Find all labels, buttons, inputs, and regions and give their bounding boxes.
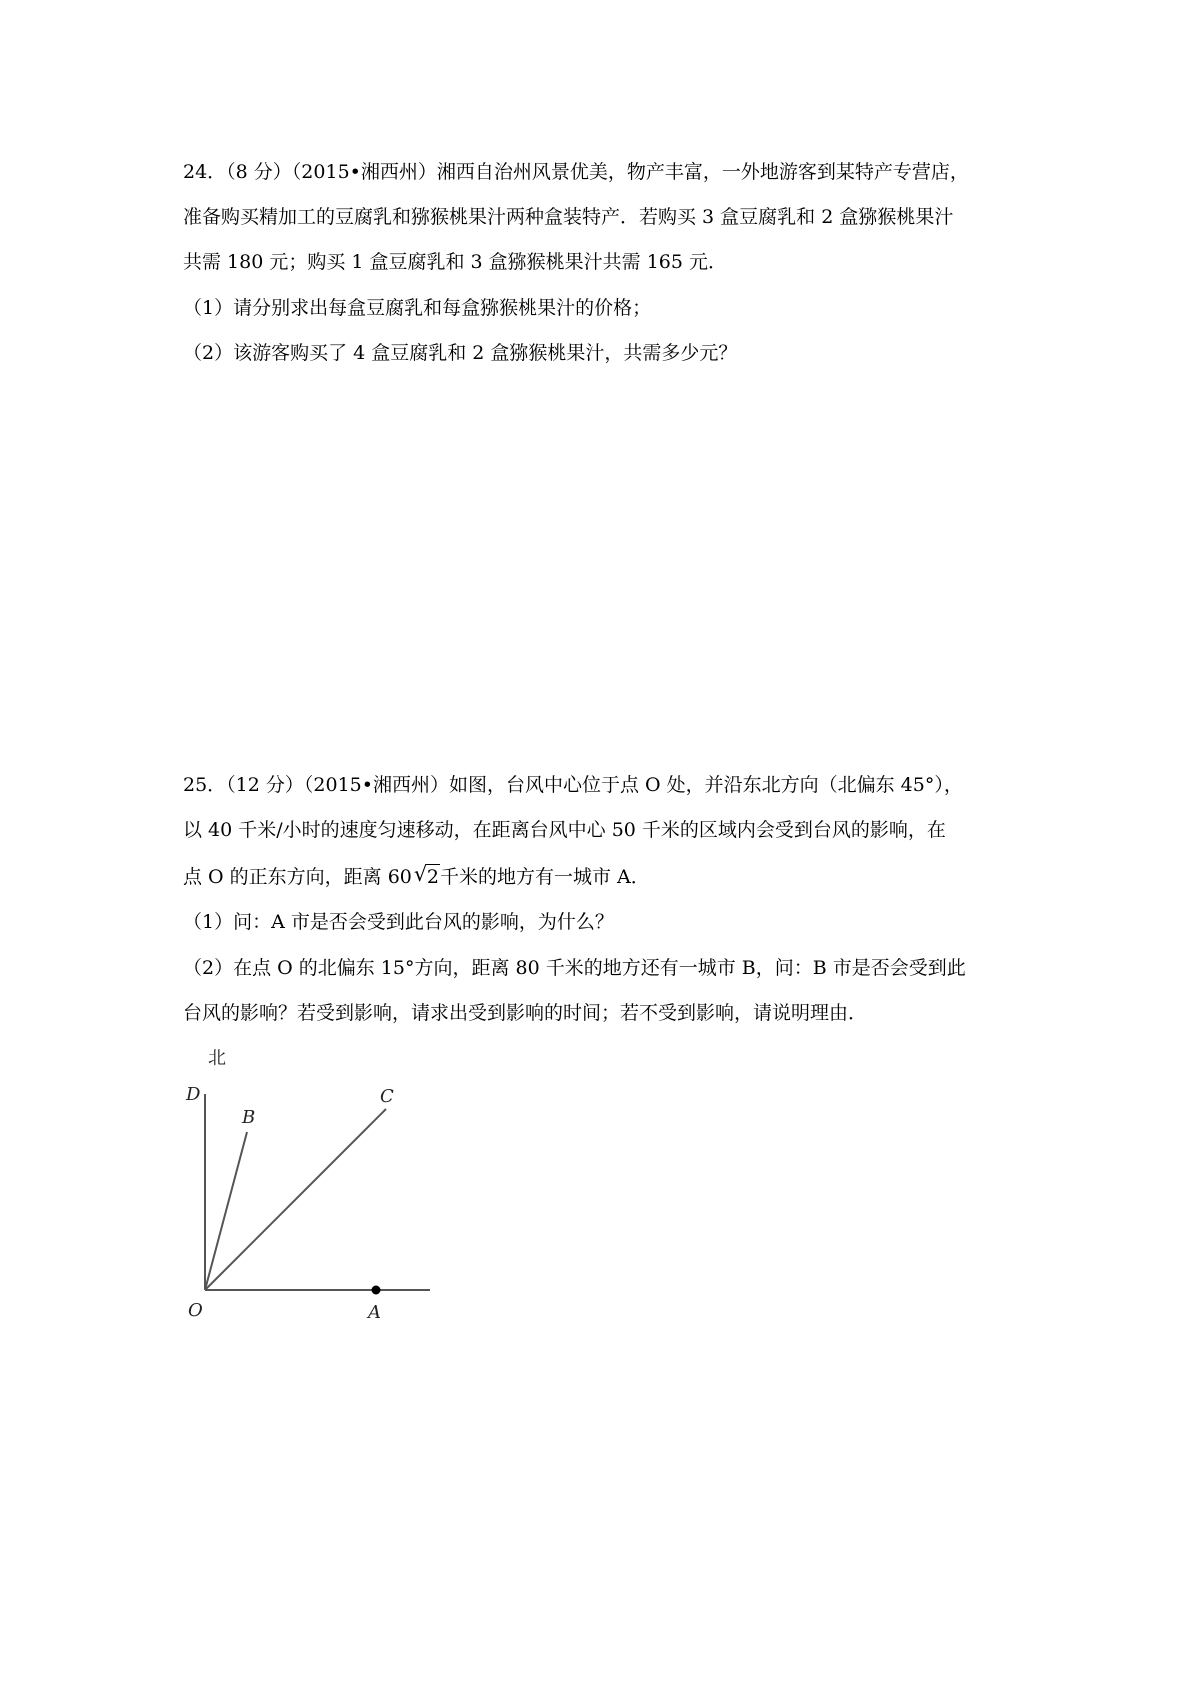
- q24-text-line2: 准备购买精加工的豆腐乳和猕猴桃果汁两种盒装特产．若购买 3 盒豆腐乳和 2 盒猕猴桃果汁: [183, 206, 954, 228]
- q25-part2-cont: 台风的影响？若受到影响，请求出受到影响的时间；若不受到影响，请说明理由．: [183, 1002, 868, 1024]
- ray-oc: [205, 1109, 386, 1290]
- q24-text-line3: 共需 180 元；购买 1 盒豆腐乳和 3 盒猕猴桃果汁共需 165 元．: [183, 251, 728, 273]
- q24-part1: （1）请分别求出每盒豆腐乳和每盒猕猴桃果汁的价格；: [183, 297, 652, 319]
- direction-diagram: [170, 1040, 440, 1330]
- label-a: A: [368, 1302, 381, 1323]
- q25-part2: （2）在点 O 的北偏东 15°方向，距离 80 千米的地方还有一城市 B，问：B 市是否会受到此: [183, 957, 966, 979]
- q25-part1: （1）问：A 市是否会受到此台风的影响，为什么？: [183, 911, 614, 933]
- label-c: C: [380, 1086, 394, 1107]
- radical-sign: √: [413, 862, 428, 886]
- ray-ob: [205, 1132, 247, 1290]
- q25-text-line3: [183, 864, 650, 889]
- q25-line3-pre: 点 O 的正东方向，距离 60: [183, 866, 412, 888]
- label-o: O: [188, 1300, 203, 1321]
- label-b: B: [242, 1107, 256, 1128]
- radicand: 2: [426, 866, 439, 888]
- north-label: 北: [208, 1048, 226, 1069]
- point-a: [372, 1286, 381, 1295]
- q25-header: 25．（12 分）（2015•湘西州）如图，台风中心位于点 O 处，并沿东北方向（北偏东 45°），: [183, 774, 963, 796]
- q25-text-line2: 以 40 千米/小时的速度匀速移动，在距离台风中心 50 千米的区域内会受到台风的影响，在: [183, 819, 946, 841]
- q24-header: 24．（8 分）（2015•湘西州）湘西自治州风景优美，物产丰富，一外地游客到某特产专营店，: [183, 161, 969, 183]
- sqrt-expression: [414, 864, 440, 889]
- label-d: D: [186, 1084, 201, 1105]
- q24-part2: （2）该游客购买了 4 盒豆腐乳和 2 盒猕猴桃果汁，共需多少元？: [183, 342, 738, 364]
- q25-line3-post: 千米的地方有一城市 A．: [439, 866, 650, 888]
